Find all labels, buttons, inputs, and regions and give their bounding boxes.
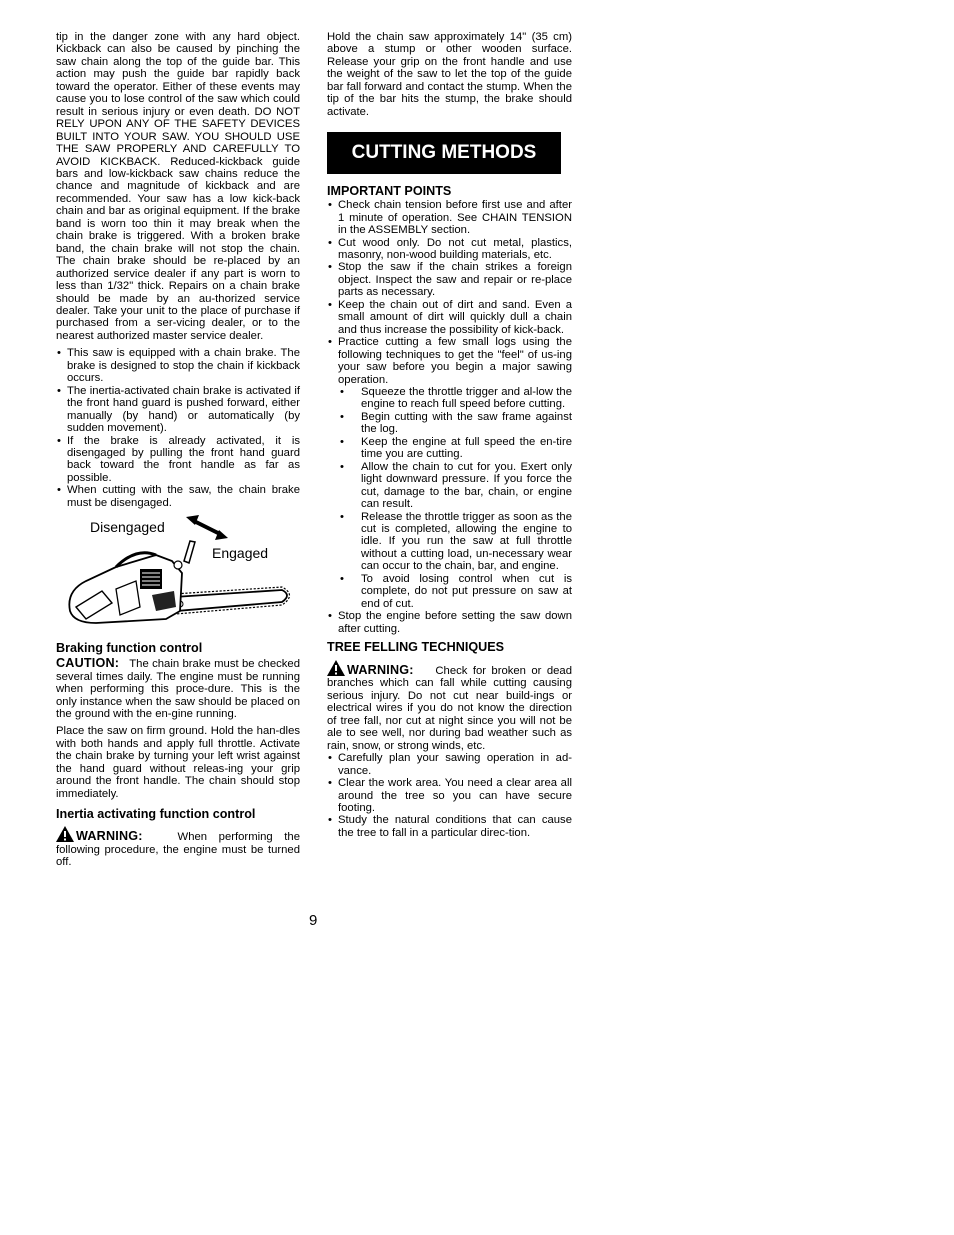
- list-item: • Stop the saw if the chain strikes a foreign object. Inspect the saw and repair or re-place parts as necessary.: [327, 261, 572, 298]
- caution-label: CAUTION:: [56, 656, 120, 671]
- warning-text: When performing the following procedure, the engine must be turned off.: [56, 831, 300, 869]
- inertia-heading: Inertia activating function control: [56, 807, 256, 822]
- list-item: • Squeeze the throttle trigger and al-low the engine to reach full speed before cutting.: [338, 386, 572, 411]
- chainsaw-illustration: [56, 511, 300, 629]
- double-arrow-icon: [186, 515, 228, 540]
- warning-text: Check for broken or dead branches which can fall while cutting causing serious injury. Do not cut near build-ings or electrical wires if you do not know the direction of tree fall, nor cut at night since you will not be ale to see well, nor during bad weather such as rain, snow, or strong winds, etc.: [327, 665, 572, 752]
- final-point-list: [327, 610, 572, 635]
- braking-heading: Braking function control: [56, 641, 203, 656]
- page-number: 9: [309, 912, 318, 929]
- list-item: • If the brake is already activated, it is disengaged by pulling the front hand guard back toward the front handle as far as possible.: [56, 435, 300, 485]
- warning-icon: [56, 826, 74, 842]
- list-item: • Carefully plan your sawing operation in ad-vance.: [327, 752, 572, 777]
- warning-icon: [327, 660, 345, 676]
- list-item: • This saw is equipped with a chain brake. The brake is designed to stop the chain if kickback occurs.: [56, 347, 300, 384]
- list-item: • Study the natural conditions that can cause the tree to fall in a particular direc-tion.: [327, 814, 572, 839]
- list-item: • Keep the engine at full speed the en-tire time you are cutting.: [338, 436, 572, 461]
- felling-points-list: [327, 752, 572, 839]
- chain-brake-figure: [56, 511, 300, 629]
- disengaged-label: Disengaged: [90, 519, 165, 536]
- technique-sublist: [338, 386, 572, 610]
- brake-activation-paragraph: Hold the chain saw approximately 14" (35 cm) above a stump or other wooden surface. Release your grip on the front handle and use the weight of the saw to let the top of the guide bar fall forward and contact the stump. When the tip of the bar hits the stump, the brake should activate.: [327, 31, 572, 118]
- list-item: • Keep the chain out of dirt and sand. Even a small amount of dirt will quickly dull a chain and thus increase the possibility of kick-back.: [327, 299, 572, 336]
- list-item: • The inertia-activated chain brake is activated if the front hand guard is pushed forward, either manually (by hand) or automatically (by sudden movement).: [56, 385, 300, 435]
- tree-felling-heading: TREE FELLING TECHNIQUES: [327, 640, 505, 655]
- list-item: • Practice cutting a few small logs using the following techniques to get the "feel" of us-ing your saw before you begin a major sawing operation.: [327, 336, 572, 386]
- list-item: • Stop the engine before setting the saw down after cutting.: [327, 610, 572, 635]
- list-item: • Clear the work area. You need a clear area all around the tree so you can have secure footing.: [327, 777, 572, 814]
- chain-brake-list: [56, 347, 300, 509]
- kickback-paragraph: tip in the danger zone with any hard object. Kickback can also be caused by pinching the saw chain along the top of the guide bar. This action may push the guide bar rapidly back toward the operator. Either of these events may cause you to lose control of the saw which could result in serious injury or even death. DO NOT RELY UPON ANY OF THE SAFETY DEVICES BUILT INTO YOUR SAW. YOU SHOULD USE THE SAW PROPERLY AND CAREFULLY TO AVOID KICKBACK. Reduced-kickback guide bars and low-kickback saw chains reduce the chance and magnitude of kickback and are recommended. Your saw has a low kick-back chain and bar as original equipment. If the brake band is worn too thin it may break when the chain brake is triggered. With a broken brake band, the chain brake will not stop the chain. The chain brake should be re-placed by an authorized service dealer if any part is worn to less than 1/32" thick. Repairs on a chain brake should be made by an au-thorized service dealer. Take your unit to the place of purchase if purchased from a ser-vicing dealer, or to the nearest authorized master service dealer.: [56, 31, 300, 342]
- list-item: • Cut wood only. Do not cut metal, plastics, masonry, non-wood building materials, etc.: [327, 237, 572, 262]
- list-item: • Check chain tension before first use and after 1 minute of operation. See CHAIN TENSION in the ASSEMBLY section.: [327, 199, 572, 236]
- cutting-methods-banner: CUTTING METHODS: [327, 132, 561, 174]
- right-column: [327, 31, 572, 839]
- warning-label: WARNING:: [347, 663, 414, 678]
- list-item: • Release the throttle trigger as soon as the cut is completed, allowing the engine to idle. If you run the saw at full throttle without a cutting load, un-necessary wear can occur to the chain, bar, and engine.: [338, 511, 572, 573]
- important-points-heading: IMPORTANT POINTS: [327, 184, 452, 199]
- list-item: • When cutting with the saw, the chain brake must be disengaged.: [56, 484, 300, 509]
- saw-body-icon: [69, 553, 182, 623]
- guide-bar-icon: [174, 587, 290, 614]
- list-item: • Allow the chain to cut for you. Exert only light downward pressure. If you force the cut, damage to the bar, chain, or engine can result.: [338, 461, 572, 511]
- warning-label: WARNING:: [76, 829, 143, 844]
- list-item: • Begin cutting with the saw frame against the log.: [338, 411, 572, 436]
- engaged-label: Engaged: [212, 545, 269, 562]
- left-column: [56, 31, 300, 869]
- list-item: • To avoid losing control when cut is complete, do not put pressure on saw at end of cut.: [338, 573, 572, 610]
- brake-test-paragraph: Place the saw on firm ground. Hold the han-dles with both hands and apply full throttle. Activate the chain brake by turning your left wrist against the hand guard without releas-ing your grip around the front handle. The chain should stop immediately.: [56, 725, 300, 800]
- hand-guard-icon: [184, 541, 195, 563]
- important-points-list: [327, 199, 572, 386]
- caution-text: The chain brake must be checked several times daily. The engine must be running when performing this proce-dure. This is the only instance when the saw should be placed on the ground with the en-gine running.: [56, 658, 300, 721]
